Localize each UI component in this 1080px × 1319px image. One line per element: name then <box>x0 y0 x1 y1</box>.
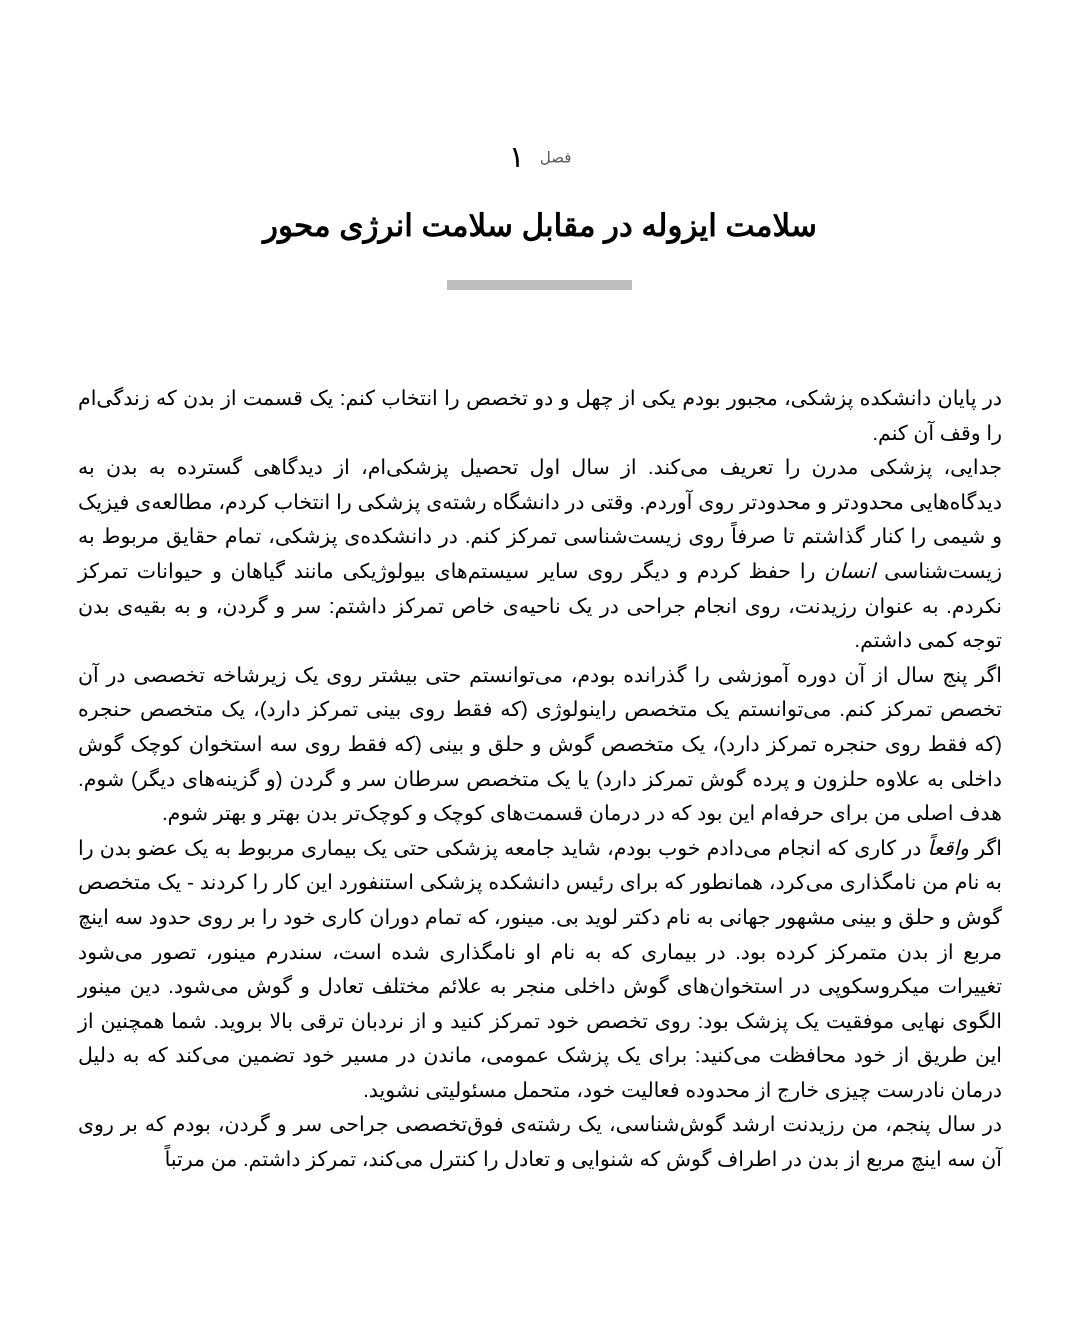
chapter-number: ۱ <box>508 141 525 174</box>
paragraph-5 <box>78 1108 1002 1177</box>
chapter-label <box>0 140 1080 175</box>
body-text <box>78 382 1002 1178</box>
paragraph-text: جدایی، پزشکی مدرن را تعریف می‌کند. از سال اول تحصیل پزشکی‌ام، از دیدگاهی گسترده به بدن به دیدگاه‌هایی محدودتر و محدودتر روی آوردم. وقتی در دانشگاه رشته‌ی پزشکی را انتخاب کردم، مطالعه‌ی فیزیک و شیمی را کنار گذاشتم تا صرفاً روی زیست‌شناسی تمرکز کنم. در دانشکده‌ی پزشکی، تمام حقایق مربوط به زیست‌شناسی <box>78 456 1002 583</box>
paragraph-2 <box>78 451 1002 659</box>
paragraph-1 <box>78 382 1002 451</box>
chapter-label-word: فصل <box>539 148 572 167</box>
paragraph-text: در سال پنجم، من رزیدنت ارشد گوش‌شناسی، یک رشته‌ی فوق‌تخصصی جراحی سر و گردن، بودم که بر روی آن سه اینچ مربع از بدن در اطراف گوش که شنوایی و تعادل را کنترل می‌کند، تمرکز داشتم. من مرتباً <box>78 1113 1002 1172</box>
paragraph-text: در پایان دانشکده پزشکی، مجبور بودم یکی از چهل و دو تخصص را انتخاب کنم: یک قسمت از بدن که زندگی‌ام را وقف آن کنم. <box>78 387 1002 445</box>
paragraph-3 <box>78 659 1002 832</box>
emphasis-text: انسان <box>824 559 876 583</box>
paragraph-text: اگر پنج سال از آن دوره آموزشی را گذرانده بودم، می‌توانستم حتی بیشتر روی یک زیرشاخه تخصصی در آن تخصص تمرکز کنم. می‌توانستم یک متخصص راینولوژی (که فقط روی بینی تمرکز دارد)، یک متخصص حنجره (که فقط روی حنجره تمرکز دارد)، یک متخصص گوش و حلق و بینی (که فقط روی سه استخوان کوچک گوش داخلی به علاوه حلزون و پرده گوش تمرکز دارد) یا یک متخصص سرطان سر و گردن (و گزینه‌های دیگر) شوم. هدف اصلی من برای حرفه‌ام این بود که در درمان قسمت‌های کوچک و کوچک‌تر بدن بهتر و بهتر شوم. <box>78 663 1002 826</box>
paragraph-text: در کاری که انجام می‌دادم خوب بودم، شاید جامعه پزشکی حتی یک بیماری مربوط به یک عضو بدن را به نام من نامگذاری می‌کرد، همانطور که برای رئیس دانشکده پزشکی استنفورد این کار را کردند - یک متخصص گوش و حلق و بینی مشهور جهانی به نام دکتر لوید بی. مینور، که تمام دوران کاری خود را بر روی حدود سه اینچ مربع از بدن متمرکز کرده بود. در بیماری که به نام او نامگذاری شده است، سندرم مینور، تصور می‌شود تغییرات میکروسکوپی در استخوان‌های گوش داخلی منجر به علائم مختلف تعادل و گوش می‌شود. دین مینور الگوی نهایی موفقیت یک پزشک بود: روی تخصص خود تمرکز کنید و از نردبان ترقی بالا بروید. شما همچنین از این طریق از خود محافظت می‌کنید: برای یک پزشک عمومی، ماندن در مسیر خود تضمین می‌کند که به دلیل درمان نادرست چیزی خارج از محدوده فعالیت خود، متحمل مسئولیتی نشوید. <box>78 836 1002 1102</box>
chapter-title: سلامت ایزوله در مقابل سلامت انرژی محور <box>263 208 817 243</box>
paragraph-text-before: اگر <box>975 836 1003 860</box>
emphasis-text: واقعاً <box>927 836 970 860</box>
paragraph-text-after: را حفظ کردم و دیگر روی سایر سیستم‌های بیولوژیکی مانند گیاهان و حیوانات تمرکز نکردم. به عنوان رزیدنت، روی انجام جراحی در یک ناحیه‌ی خاص تمرکز داشتم: سر و گردن، و به بقیه‌ی بدن توجه کمی داشتم. <box>78 559 1002 653</box>
title-divider <box>447 280 632 290</box>
paragraph-4 <box>78 832 1002 1109</box>
